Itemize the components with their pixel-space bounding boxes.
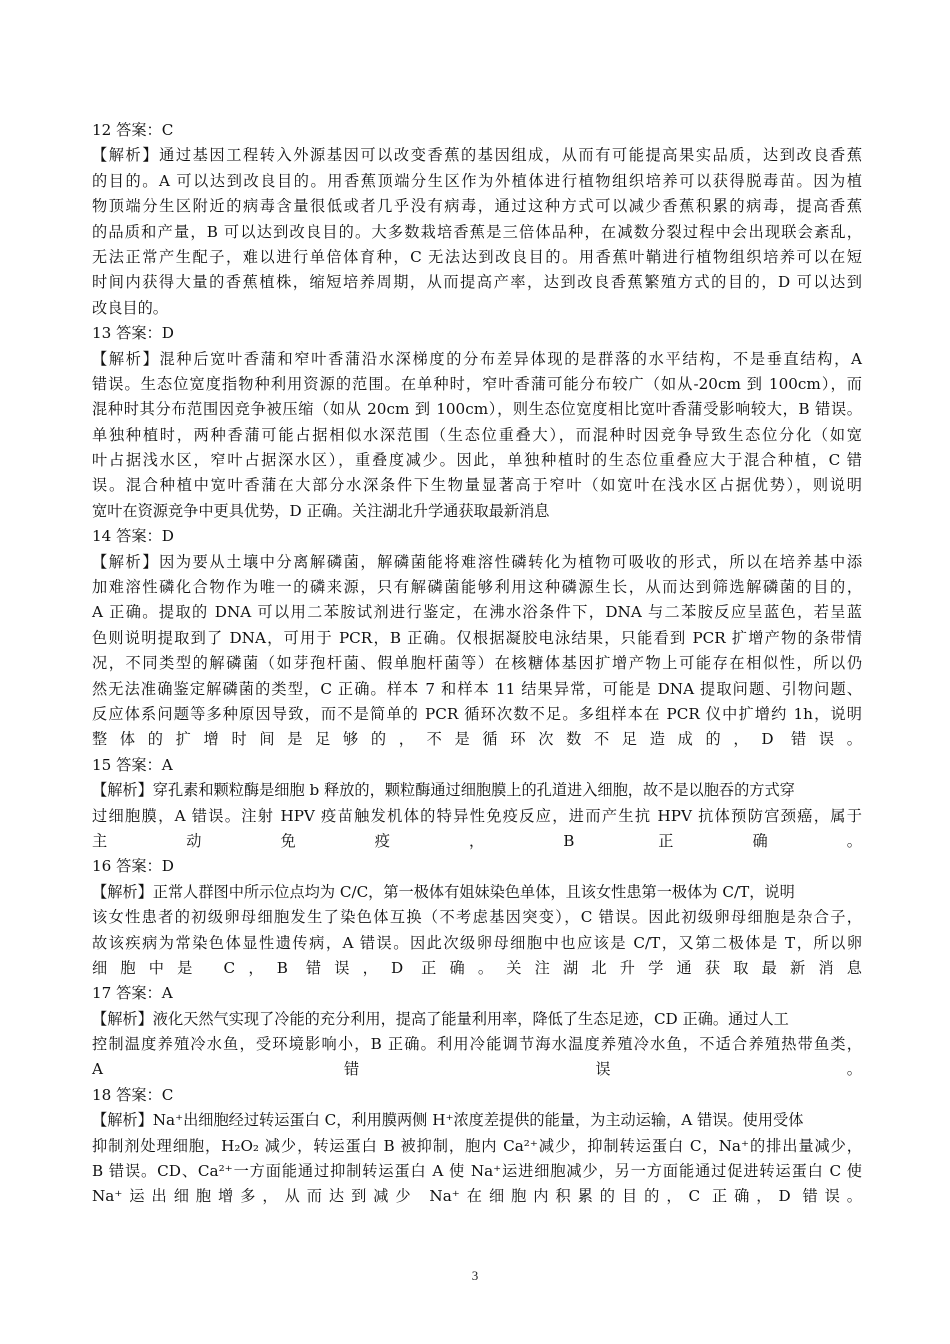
explanation-line: A 错误。 (92, 1060, 862, 1079)
explanation-line: 【解析】通过基因工程转入外源基因可以改变香蕉的基因组成，从而有可能提高果实品质，达到改良香蕉 (92, 146, 862, 165)
explanation-line: 【解析】因为要从土壤中分离解磷菌，解磷菌能将难溶性磷转化为植物可吸收的形式，所以在培养基中添 (92, 552, 862, 571)
explanation-line: 主动免疫，B 正确。 (92, 831, 862, 850)
answer-line: 12 答案：C (92, 121, 174, 139)
explanation-line: 【解析】穿孔素和颗粒酶是细胞 b 释放的，颗粒酶通过细胞膜上的孔道进入细胞，故不是以胞吞的方式穿 (92, 781, 795, 800)
answer-line: 15 答案：A (92, 755, 173, 774)
answer-line: 18 答案：C (92, 1085, 174, 1104)
explanation-line: 然无法准确鉴定解磷菌的类型，C 正确。样本 7 和样本 11 结果异常，可能是 DNA 提取问题、引物问题、 (92, 679, 862, 698)
explanation-line: 的品质和产量，B 可以达到改良目的。大多数栽培香蕉是三倍体品种，在减数分裂过程中会出现联会紊乱， (92, 222, 862, 241)
answer-line: 16 答案：D (92, 857, 174, 876)
explanation-line: A 正确。提取的 DNA 可以用二苯胺试剂进行鉴定，在沸水浴条件下，DNA 与二苯胺反应呈蓝色，若呈蓝 (92, 603, 862, 622)
explanation-line: 细胞中是 C，B 错误，D 正确。关注湖北升学通获取最新消息 (92, 958, 862, 977)
explanation-line: 【解析】液化天然气实现了冷能的充分利用，提高了能量利用率，降低了生态足迹，CD 正确。通过人工 (92, 1009, 789, 1028)
answer-line: 17 答案：A (92, 984, 173, 1003)
explanation-line: 抑制剂处理细胞，H₂O₂ 减少，转运蛋白 B 被抑制，胞内 Ca²⁺减少，抑制转运蛋白 C，Na⁺的排出量减少， (92, 1136, 862, 1155)
explanation-line: 错误。生态位宽度指物种利用资源的范围。在单种时，窄叶香蒲可能分布较广（如从-20cm 到 100cm），而 (92, 374, 862, 393)
explanation-line: 时间内获得大量的香蕉植株，缩短培养周期，从而提高产率，达到改良香蕉繁殖方式的目的，D 可以达到 (92, 273, 862, 292)
explanation-line: 过细胞膜，A 错误。注射 HPV 疫苗触发机体的特异性免疫反应，进而产生抗 HPV 抗体预防宫颈癌，属于 (92, 806, 862, 825)
explanation-line: 该女性患者的初级卵母细胞发生了染色体互换（不考虑基因突变），C 错误。因此初级卵母细胞是杂合子， (92, 908, 862, 927)
explanation-line: 【解析】混种后宽叶香蒲和窄叶香蒲沿水深梯度的分布差异体现的是群落的水平结构，不是垂直结构，A (92, 349, 862, 368)
explanation-line: 宽叶在资源竞争中更具优势，D 正确。关注湖北升学通获取最新消息 (92, 501, 550, 520)
explanation-line: 反应体系问题等多种原因导致，而不是简单的 PCR 循环次数不足。多组样本在 PCR 仪中扩增约 1h，说明 (92, 704, 862, 723)
explanation-line: 混种时其分布范围因竞争被压缩（如从 20cm 到 100cm），则生态位宽度相比宽叶香蒲受影响较大，B 错误。 (92, 400, 862, 419)
explanation-line: 单独种植时，两种香蒲可能占据相似水深范围（生态位重叠大），而混种时因竞争导致生态位分化（如宽 (92, 425, 862, 444)
explanation-line: 【解析】正常人群图中所示位点均为 C/C，第一极体有姐妹染色单体，且该女性患第一极体为 C/T，说明 (92, 882, 795, 901)
explanation-line: 的目的。A 可以达到改良目的。用香蕉顶端分生区作为外植体进行植物组织培养可以获得脱毒苗。因为植 (92, 171, 862, 190)
explanation-line: Na⁺运出细胞增多，从而达到减少 Na⁺在细胞内积累的目的，C 正确，D 错误。 (92, 1187, 862, 1206)
explanation-line: 控制温度养殖冷水鱼，受环境影响小，B 正确。利用冷能调节海水温度养殖冷水鱼，不适合养殖热带鱼类， (92, 1035, 862, 1054)
explanation-line: 【解析】Na⁺出细胞经过转运蛋白 C，利用膜两侧 H⁺浓度差提供的能量，为主动运输，A 错误。使用受体 (92, 1111, 804, 1130)
page-number: 3 (471, 1268, 479, 1283)
explanation-line: B 错误。CD、Ca²⁺一方面能通过抑制转运蛋白 A 使 Na⁺运进细胞减少，另一方面能通过促进转运蛋白 C 使 (92, 1162, 862, 1181)
explanation-line: 叶占据浅水区，窄叶占据深水区），重叠度减少。因此，单独种植时的生态位重叠应大于混合种植，C 错 (92, 451, 862, 470)
explanation-line: 物顶端分生区附近的病毒含量很低或者几乎没有病毒，通过这种方式可以减少香蕉积累的病毒，提高香蕉 (92, 197, 862, 216)
explanation-line: 加难溶性磷化合物作为唯一的磷来源，只有解磷菌能够利用这种磷源生长，从而达到筛选解磷菌的目的， (92, 578, 862, 597)
answer-line: 14 答案：D (92, 527, 174, 546)
explanation-line: 误。混合种植中宽叶香蒲在大部分水深条件下生物量显著高于窄叶（如宽叶在浅水区占据优势），则说明 (92, 476, 862, 495)
answer-explanations (92, 118, 862, 1210)
explanation-line: 无法正常产生配子，难以进行单倍体育种，C 无法达到改良目的。用香蕉叶鞘进行植物组织培养可以在短 (92, 247, 862, 266)
explanation-line: 况，不同类型的解磷菌（如芽孢杆菌、假单胞杆菌等）在核糖体基因扩增产物上可能存在相似性，所以仍 (92, 654, 862, 673)
explanation-line: 整体的扩增时间是足够的，不是循环次数不足造成的，D 错误。 (92, 730, 862, 749)
answer-line: 13 答案：D (92, 324, 174, 343)
explanation-line: 色则说明提取到了 DNA，可用于 PCR，B 正确。仅根据凝胶电泳结果，只能看到 PCR 扩增产物的条带情 (92, 628, 862, 647)
explanation-line: 故该疾病为常染色体显性遗传病，A 错误。因此次级卵母细胞中也应该是 C/T，又第二极体是 T，所以卵 (92, 933, 862, 952)
explanation-line: 改良目的。 (92, 298, 168, 317)
